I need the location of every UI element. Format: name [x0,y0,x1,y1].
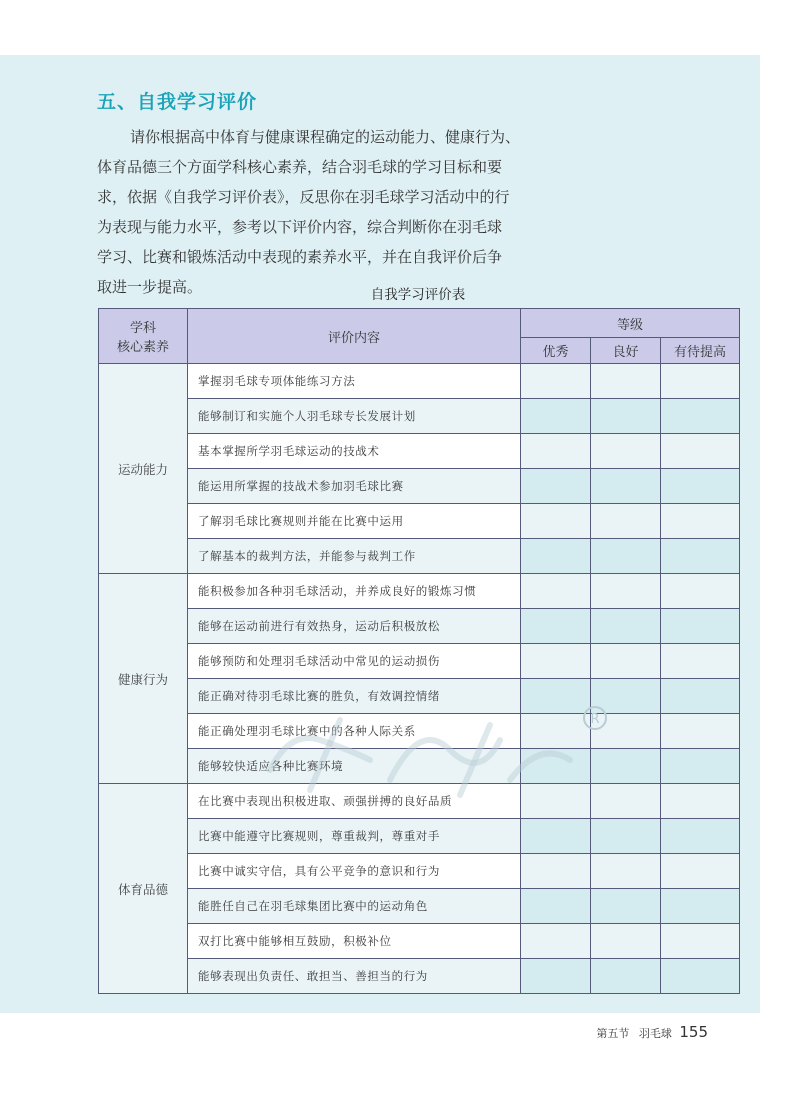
grade-good-cell[interactable] [591,644,661,679]
grade-needs-improvement-cell[interactable] [661,889,740,924]
grade-excellent-cell[interactable] [521,364,591,399]
grade-excellent-cell[interactable] [521,749,591,784]
grade-needs-improvement-cell[interactable] [661,574,740,609]
evaluation-item: 能够较快适应各种比赛环境 [188,749,521,784]
table-row [99,539,740,574]
grade-good-cell[interactable] [591,714,661,749]
header-grade-needs-improvement: 有待提高 [661,338,740,364]
grade-good-cell[interactable] [591,364,661,399]
table-row [99,644,740,679]
grade-excellent-cell[interactable] [521,609,591,644]
intro-line: 请你根据高中体育与健康课程确定的运动能力、健康行为、 [130,128,521,146]
grade-excellent-cell[interactable] [521,854,591,889]
grade-good-cell[interactable] [591,924,661,959]
section-heading: 五、自我学习评价 [97,91,258,113]
grade-needs-improvement-cell[interactable] [661,714,740,749]
grade-good-cell[interactable] [591,504,661,539]
grade-needs-improvement-cell[interactable] [661,644,740,679]
grade-excellent-cell[interactable] [521,714,591,749]
evaluation-item: 在比赛中表现出积极进取、顽强拼搏的良好品质 [188,784,521,819]
header-core-literacy-line1: 学科 [129,321,156,336]
evaluation-item: 能够表现出负责任、敢担当、善担当的行为 [188,959,521,994]
evaluation-item: 比赛中能遵守比赛规则，尊重裁判，尊重对手 [188,819,521,854]
grade-needs-improvement-cell[interactable] [661,469,740,504]
table-row [99,784,740,819]
header-evaluation-content: 评价内容 [188,309,521,364]
grade-needs-improvement-cell[interactable] [661,679,740,714]
grade-needs-improvement-cell[interactable] [661,504,740,539]
grade-needs-improvement-cell[interactable] [661,784,740,819]
header-core-literacy [99,309,188,364]
grade-needs-improvement-cell[interactable] [661,924,740,959]
grade-needs-improvement-cell[interactable] [661,749,740,784]
intro-line: 体育品德三个方面学科核心素养，结合羽毛球的学习目标和要 [97,158,503,176]
grade-good-cell[interactable] [591,749,661,784]
grade-excellent-cell[interactable] [521,574,591,609]
table-row [99,679,740,714]
evaluation-item: 能够预防和处理羽毛球活动中常见的运动损伤 [188,644,521,679]
page-number: 155 [679,1023,708,1041]
page-footer [596,1023,708,1041]
grade-good-cell[interactable] [591,399,661,434]
header-core-literacy-line2: 核心素养 [116,340,169,355]
core-literacy-category: 健康行为 [99,574,188,784]
table-row [99,469,740,504]
evaluation-item: 能积极参加各种羽毛球活动，并养成良好的锻炼习惯 [188,574,521,609]
grade-excellent-cell[interactable] [521,889,591,924]
footer-subject: 羽毛球 [638,1027,672,1040]
grade-needs-improvement-cell[interactable] [661,364,740,399]
grade-good-cell[interactable] [591,434,661,469]
evaluation-item: 能胜任自己在羽毛球集团比赛中的运动角色 [188,889,521,924]
grade-excellent-cell[interactable] [521,644,591,679]
grade-excellent-cell[interactable] [521,434,591,469]
grade-needs-improvement-cell[interactable] [661,854,740,889]
grade-excellent-cell[interactable] [521,784,591,819]
table-caption: 自我学习评价表 [370,287,466,303]
header-grade: 等级 [521,309,740,338]
table-row [99,434,740,469]
core-literacy-category: 运动能力 [99,364,188,574]
evaluation-item: 双打比赛中能够相互鼓励，积极补位 [188,924,521,959]
core-literacy-category: 体育品德 [99,784,188,994]
intro-line: 求，依据《自我学习评价表》，反思你在羽毛球学习活动中的行 [97,188,510,206]
grade-excellent-cell[interactable] [521,539,591,574]
table-row [99,399,740,434]
grade-good-cell[interactable] [591,539,661,574]
evaluation-item: 能正确处理羽毛球比赛中的各种人际关系 [188,714,521,749]
table-row [99,854,740,889]
grade-excellent-cell[interactable] [521,504,591,539]
grade-good-cell[interactable] [591,784,661,819]
table-row [99,574,740,609]
table-row [99,749,740,784]
grade-needs-improvement-cell[interactable] [661,539,740,574]
grade-excellent-cell[interactable] [521,399,591,434]
evaluation-item: 比赛中诚实守信，具有公平竞争的意识和行为 [188,854,521,889]
intro-line: 学习、比赛和锻炼活动中表现的素养水平，并在自我评价后争 [97,248,503,266]
evaluation-item: 掌握羽毛球专项体能练习方法 [188,364,521,399]
self-evaluation-table [98,308,740,994]
grade-good-cell[interactable] [591,469,661,504]
table-row [99,364,740,399]
evaluation-item: 基本掌握所学羽毛球运动的技战术 [188,434,521,469]
grade-excellent-cell[interactable] [521,924,591,959]
header-grade-good: 良好 [591,338,661,364]
table-row [99,714,740,749]
footer-section: 第五节 [596,1027,630,1040]
intro-line: 为表现与能力水平，参考以下评价内容，综合判断你在羽毛球 [97,218,503,236]
table-row [99,924,740,959]
grade-needs-improvement-cell[interactable] [661,609,740,644]
grade-good-cell[interactable] [591,854,661,889]
grade-excellent-cell[interactable] [521,679,591,714]
intro-line: 取进一步提高。 [97,278,203,296]
grade-excellent-cell[interactable] [521,819,591,854]
grade-excellent-cell[interactable] [521,959,591,994]
grade-needs-improvement-cell[interactable] [661,819,740,854]
table-row [99,889,740,924]
header-grade-excellent: 优秀 [521,338,591,364]
grade-needs-improvement-cell[interactable] [661,399,740,434]
evaluation-item: 能运用所掌握的技战术参加羽毛球比赛 [188,469,521,504]
table-row [99,959,740,994]
grade-good-cell[interactable] [591,959,661,994]
evaluation-item: 了解羽毛球比赛规则并能在比赛中运用 [188,504,521,539]
grade-good-cell[interactable] [591,889,661,924]
evaluation-item: 了解基本的裁判方法，并能参与裁判工作 [188,539,521,574]
grade-good-cell[interactable] [591,609,661,644]
grade-excellent-cell[interactable] [521,469,591,504]
evaluation-item: 能够制订和实施个人羽毛球专长发展计划 [188,399,521,434]
grade-needs-improvement-cell[interactable] [661,959,740,994]
evaluation-item: 能正确对待羽毛球比赛的胜负，有效调控情绪 [188,679,521,714]
svg-text:R: R [590,712,600,727]
grade-good-cell[interactable] [591,574,661,609]
table-row [99,504,740,539]
table-row [99,609,740,644]
evaluation-item: 能够在运动前进行有效热身，运动后积极放松 [188,609,521,644]
grade-good-cell[interactable] [591,819,661,854]
table-row [99,819,740,854]
grade-needs-improvement-cell[interactable] [661,434,740,469]
intro-paragraph [97,122,657,302]
grade-good-cell[interactable] [591,679,661,714]
